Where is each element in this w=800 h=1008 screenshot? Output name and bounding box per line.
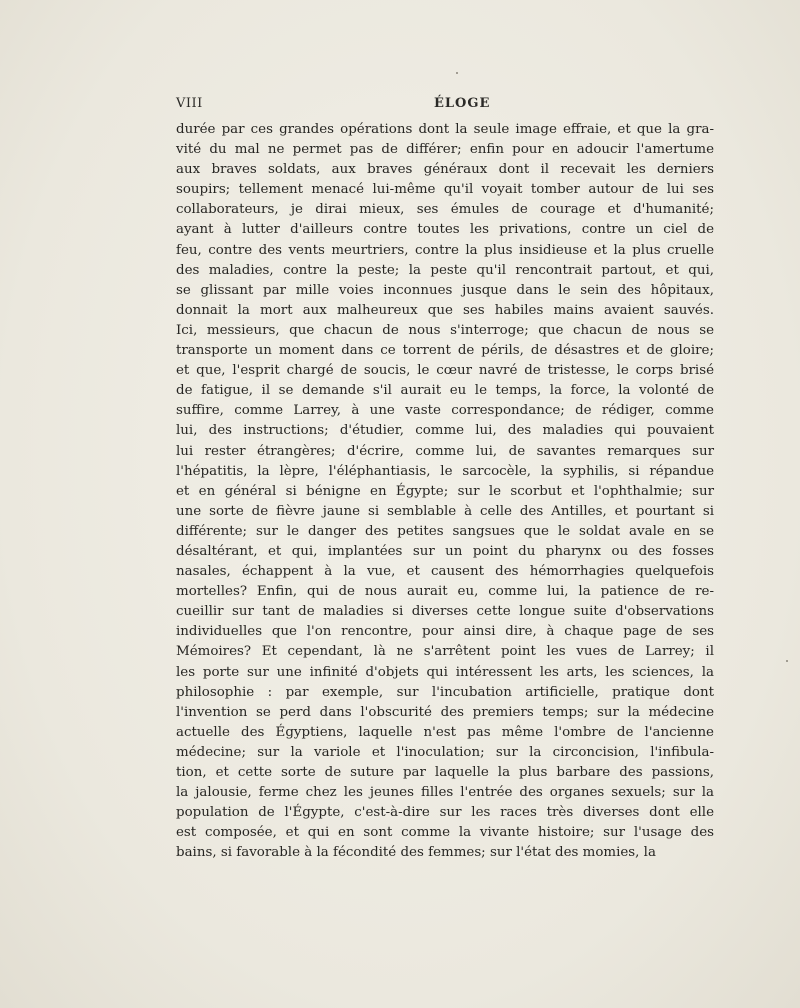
page-number: VIII bbox=[176, 96, 203, 111]
body-text bbox=[176, 120, 714, 863]
text-line: une sorte de fièvre jaune si semblable à celle des Antilles, et pourtant si bbox=[176, 503, 714, 519]
text-line: les porte sur une infinité d'objets qui intéressent les arts, les sciences, la bbox=[176, 664, 714, 680]
text-line: différente; sur le danger des petites sangsues que le soldat avale en se bbox=[176, 523, 714, 539]
text-line: cueillir sur tant de maladies si diverses cette longue suite d'observations bbox=[176, 604, 714, 620]
text-line: Ici, messieurs, que chacun de nous s'interroge; que chacun de nous se bbox=[176, 322, 714, 338]
text-line: philosophie : par exemple, sur l'incubation artificielle, pratique dont bbox=[176, 684, 714, 700]
text-line: aux braves soldats, aux braves généraux dont il recevait les derniers bbox=[176, 162, 714, 178]
text-line: feu, contre des vents meurtriers, contre la plus insidieuse et la plus cruelle bbox=[176, 242, 714, 258]
text-line: transporte un moment dans ce torrent de périls, de désastres et de gloire; bbox=[176, 343, 714, 359]
text-line: des maladies, contre la peste; la peste qu'il rencontrait partout, et qui, bbox=[176, 262, 714, 278]
paper-speck bbox=[456, 72, 458, 74]
paper-speck bbox=[786, 660, 788, 662]
text-line: tion, et cette sorte de suture par laquelle la plus barbare des passions, bbox=[176, 765, 714, 780]
text-line: et que, l'esprit chargé de soucis, le cœur navré de tristesse, le corps brisé bbox=[176, 363, 714, 379]
running-title: ÉLOGE bbox=[434, 96, 491, 111]
text-line: l'hépatitis, la lèpre, l'éléphantiasis, le sarcocèle, la syphilis, si répandue bbox=[176, 463, 714, 479]
text-line: l'invention se perd dans l'obscurité des premiers temps; sur la médecine bbox=[176, 704, 714, 720]
text-line: soupirs; tellement menacé lui-même qu'il voyait tomber autour de lui ses bbox=[176, 182, 714, 198]
text-line: est composée, et qui en sont comme la vivante histoire; sur l'usage des bbox=[176, 825, 714, 841]
text-line: désaltérant, et qui, implantées sur un point du pharynx ou des fosses bbox=[176, 543, 714, 559]
text-line: Mémoires? Et cependant, là ne s'arrêtent point les vues de Larrey; il bbox=[176, 644, 714, 660]
text-line: donnait la mort aux malheureux que ses habiles mains avaient sauvés. bbox=[176, 302, 714, 318]
text-line: bains, si favorable à la fécondité des femmes; sur l'état des momies, la bbox=[176, 845, 656, 861]
text-line: se glissant par mille voies inconnues jusque dans le sein des hôpitaux, bbox=[176, 282, 714, 298]
text-line: lui, des instructions; d'étudier, comme lui, des maladies qui pouvaient bbox=[176, 423, 714, 439]
text-line: individuelles que l'on rencontre, pour ainsi dire, à chaque page de ses bbox=[176, 624, 714, 640]
text-line: actuelle des Égyptiens, laquelle n'est pas même l'ombre de l'ancienne bbox=[176, 724, 714, 740]
text-line: de fatigue, il se demande s'il aurait eu le temps, la force, la volonté de bbox=[176, 383, 714, 399]
text-line: lui rester étrangères; d'écrire, comme lui, de savantes remarques sur bbox=[176, 443, 714, 459]
text-line: population de l'Égypte, c'est-à-dire sur les races très diverses dont elle bbox=[176, 805, 714, 821]
text-line: durée par ces grandes opérations dont la seule image effraie, et que la gra- bbox=[176, 122, 714, 137]
text-line: vité du mal ne permet pas de différer; enfin pour en adoucir l'amertume bbox=[176, 142, 714, 158]
text-line: collaborateurs, je dirai mieux, ses émules de courage et d'humanité; bbox=[176, 202, 714, 218]
text-line: nasales, échappent à la vue, et causent des hémorrhagies quelquefois bbox=[176, 564, 714, 580]
text-line: et en général si bénigne en Égypte; sur le scorbut et l'ophthalmie; sur bbox=[176, 483, 714, 499]
text-line: mortelles? Enfin, qui de nous aurait eu, comme lui, la patience de re- bbox=[176, 584, 714, 600]
page-header bbox=[176, 96, 714, 116]
text-line: ayant à lutter d'ailleurs contre toutes les privations, contre un ciel de bbox=[176, 222, 714, 238]
text-line: suffire, comme Larrey, à une vaste correspondance; de rédiger, comme bbox=[176, 403, 714, 419]
text-line: la jalousie, ferme chez les jeunes filles l'entrée des organes sexuels; sur la bbox=[176, 785, 714, 801]
text-line: médecine; sur la variole et l'inoculation; sur la circoncision, l'infibula- bbox=[176, 744, 714, 760]
